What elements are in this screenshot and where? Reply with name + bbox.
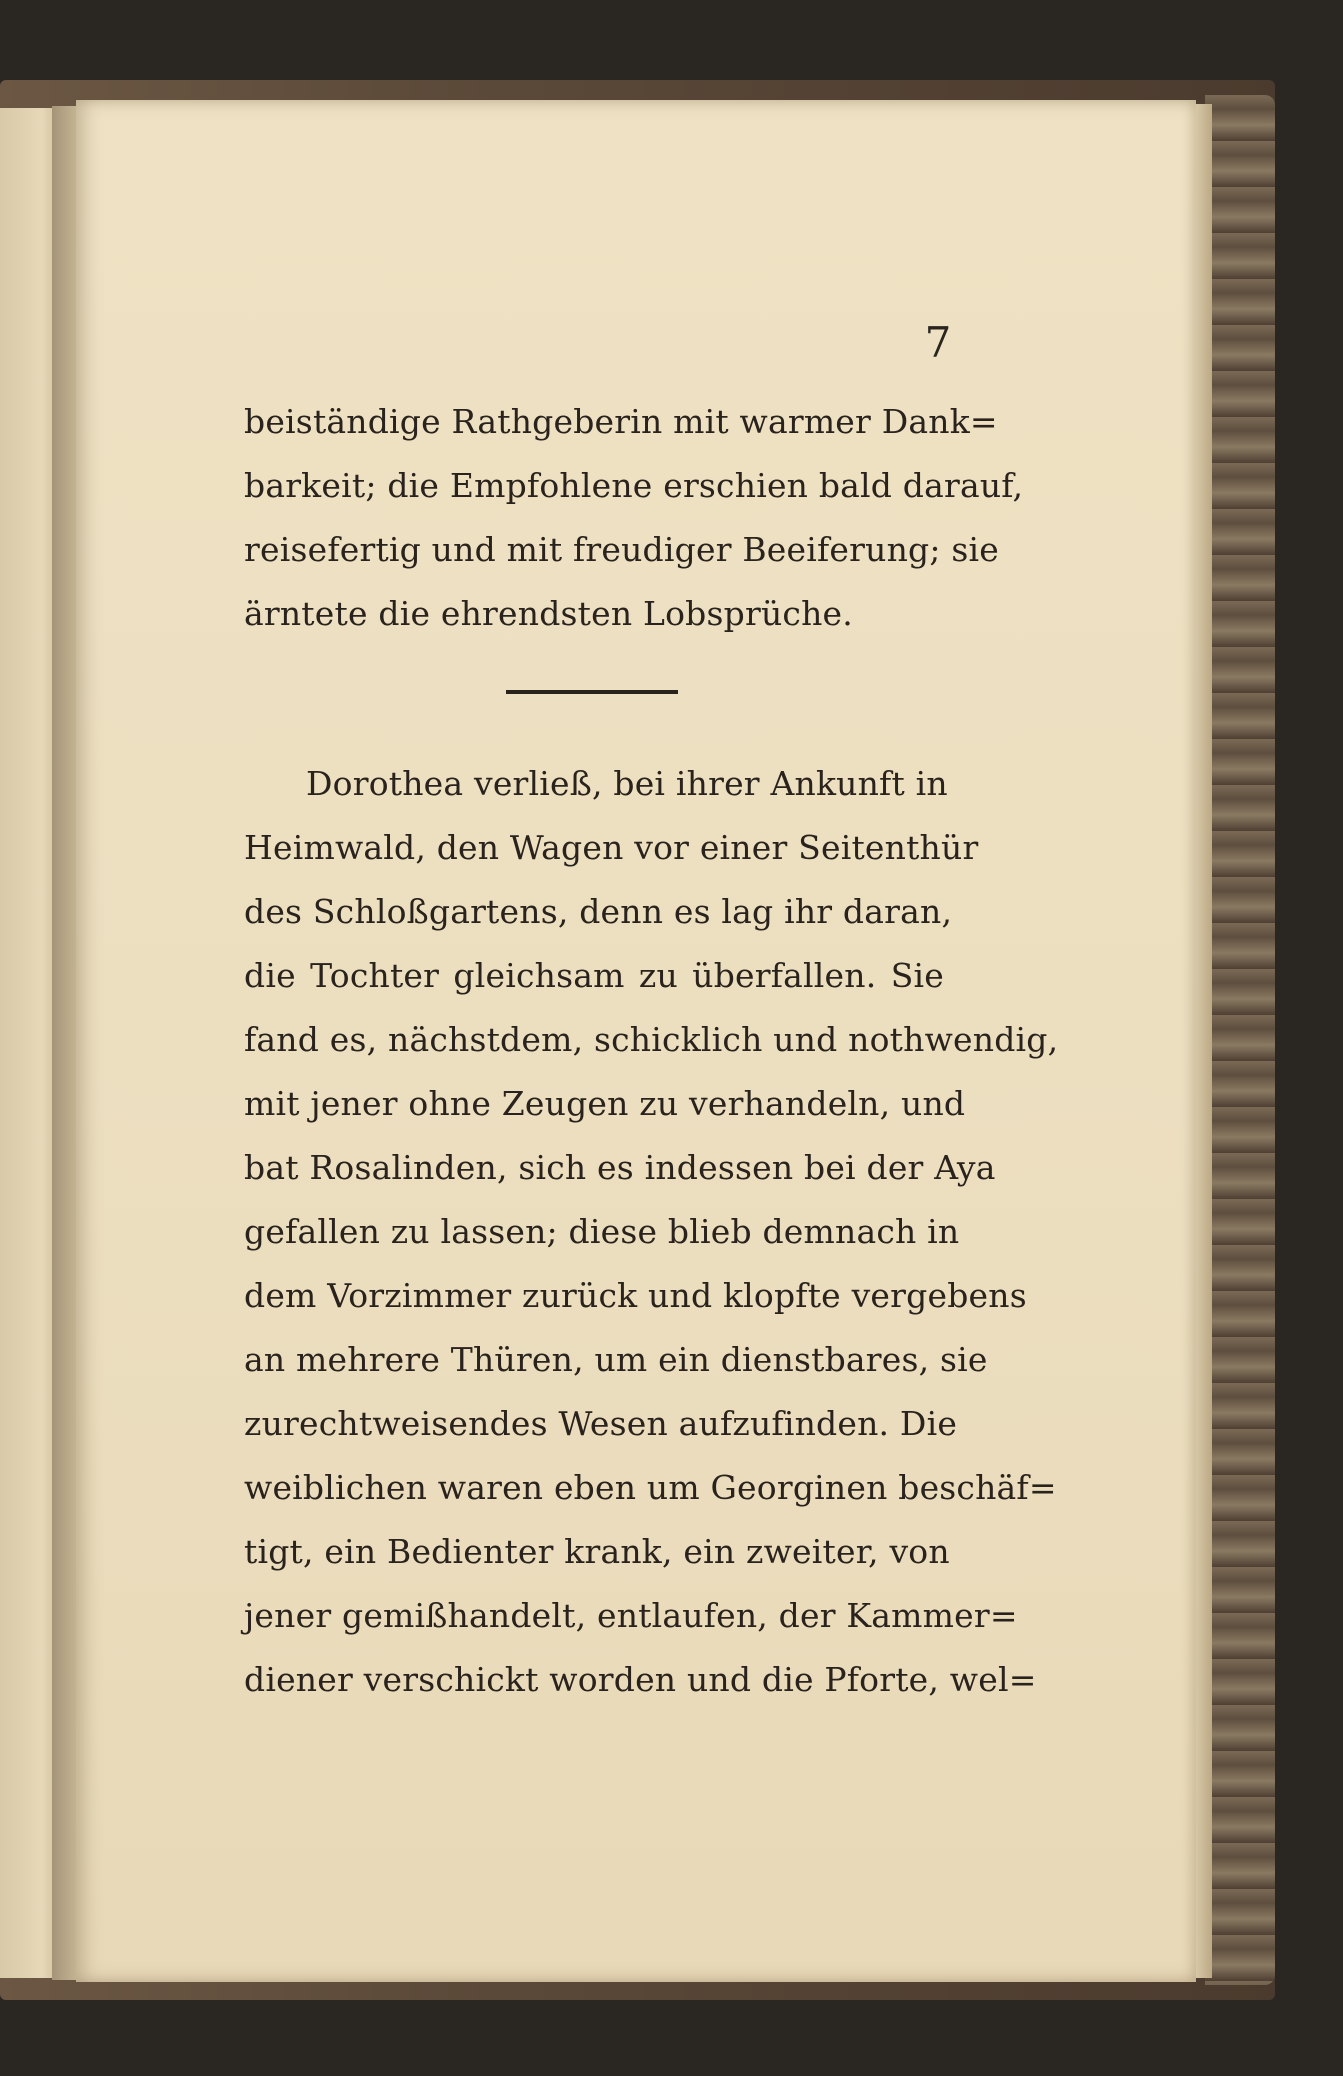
text-line: die Tochter gleichsam zu überfallen. Sie bbox=[244, 956, 944, 995]
book-spine-edge bbox=[1205, 95, 1275, 1985]
page-fore-edge bbox=[1196, 104, 1212, 1978]
text-line: dem Vorzimmer zurück und klopfte vergebens bbox=[244, 1276, 1027, 1315]
text-line: diener verschickt worden und die Pforte, wel= bbox=[244, 1660, 1037, 1699]
text-line: fand es, nächstdem, schicklich und nothwendig, bbox=[244, 1020, 1059, 1059]
page-number: 7 bbox=[924, 318, 952, 367]
text-line: barkeit; die Empfohlene erschien bald darauf, bbox=[244, 466, 1024, 505]
text-line: reisefertig und mit freudiger Beeiferung; sie bbox=[244, 530, 999, 569]
section-divider bbox=[244, 646, 944, 752]
body-text bbox=[244, 390, 1059, 1712]
text-line: jener gemißhandelt, entlaufen, der Kammer= bbox=[244, 1596, 1018, 1635]
text-line: zurechtweisendes Wesen aufzufinden. Die bbox=[244, 1404, 958, 1443]
text-line: an mehrere Thüren, um ein dienstbares, sie bbox=[244, 1340, 988, 1379]
left-page-edge bbox=[0, 108, 60, 1978]
text-line: ärntete die ehrendsten Lobsprüche. bbox=[244, 594, 853, 633]
paragraph-1 bbox=[244, 390, 1024, 646]
text-line: bat Rosalinden, sich es indessen bei der Aya bbox=[244, 1148, 996, 1187]
text-line: Dorothea verließ, bei ihrer Ankunft in bbox=[306, 764, 948, 803]
text-line: Heimwald, den Wagen vor einer Seitenthür bbox=[244, 828, 979, 867]
text-line: gefallen zu lassen; diese blieb demnach in bbox=[244, 1212, 960, 1251]
paragraph-2 bbox=[244, 752, 1059, 1712]
divider-rule bbox=[506, 690, 678, 694]
text-line: beiständige Rathgeberin mit warmer Dank= bbox=[244, 402, 998, 441]
text-line: des Schloßgartens, denn es lag ihr daran, bbox=[244, 892, 953, 931]
text-line: tigt, ein Bedienter krank, ein zweiter, von bbox=[244, 1532, 950, 1571]
text-line: weiblichen waren eben um Georginen beschäf= bbox=[244, 1468, 1057, 1507]
text-line: mit jener ohne Zeugen zu verhandeln, und bbox=[244, 1084, 966, 1123]
